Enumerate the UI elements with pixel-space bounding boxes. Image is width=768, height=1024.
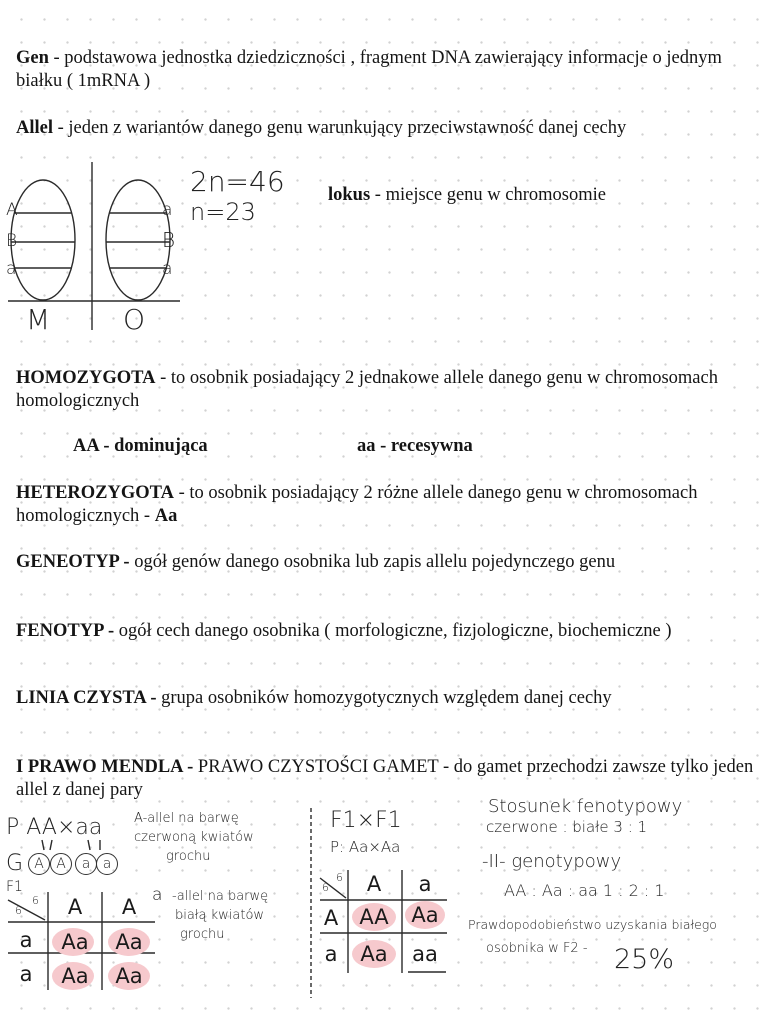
homozygote-dominant: AA - dominująca	[73, 436, 208, 456]
cross1-note-A-line2: czerwoną kwiatów	[134, 830, 254, 845]
definition-heterozygota	[16, 482, 756, 528]
cross2-title: F1×F1	[330, 808, 402, 833]
definition-homozygota	[16, 367, 756, 413]
cross2-corner-bottom: 6	[322, 881, 329, 894]
left-allel-1: A	[6, 200, 18, 220]
paternal-label: O	[123, 303, 146, 336]
genotype-ratio-title: -II- genotypowy	[482, 851, 622, 872]
term-genotyp: GENEOTYP -	[16, 552, 130, 572]
phenotype-ratio-title: Stosunek fenotypowy	[488, 796, 683, 817]
cross1-col-header-1: A	[67, 895, 83, 919]
term-fenotyp: FENOTYP -	[16, 621, 115, 641]
cross1-gametes-prefix: G	[6, 851, 24, 876]
definition-genotyp-text: ogół genów danego osobnika lub zapis allelu pojedynczego genu	[129, 552, 616, 572]
cross1-row-header-2: a	[19, 962, 33, 986]
cross1-note-a-line1: -allel na barwę	[172, 889, 269, 904]
chromosome-number-formula: 2n=46	[190, 165, 285, 198]
definition-gen-text: - podstawowa jednostka dziedziczności , fragment DNA zawierający informacje o jednym białku ( 1mRNA )	[16, 48, 722, 91]
cross1-note-a-prefix: a	[152, 885, 163, 905]
probability-line2: osobnika w F2 -	[486, 941, 588, 956]
definition-lokus-text: - miejsce genu w chromosomie	[370, 185, 606, 205]
cross2-corner-top: 6	[336, 871, 343, 884]
probability-value: 25%	[614, 944, 675, 975]
term-mendel-law: I PRAWO MENDLA -	[16, 757, 194, 777]
cross1-cell-1-1: Aa	[61, 930, 89, 954]
cross1-cell-2-2: Aa	[115, 964, 143, 988]
definition-linia-czysta	[16, 687, 756, 710]
cross1-col-header-2: A	[121, 895, 137, 919]
definition-gen	[16, 47, 756, 93]
cross2-cell-2-1: Aa	[360, 942, 388, 966]
heterozygote-symbol: Aa	[154, 506, 178, 526]
term-allel: Allel	[16, 118, 53, 138]
cross1-note-a-line2: białą kwiatów	[175, 908, 265, 923]
term-gen: Gen	[16, 48, 49, 68]
cross1-gamete-1: A	[28, 853, 50, 875]
term-homozygota: HOMOZYGOTA	[16, 368, 156, 388]
cross2-col-header-2: a	[418, 872, 432, 896]
cross1-row-header-1: a	[19, 928, 33, 952]
cross1-generation-label: F1	[6, 879, 23, 895]
genotype-ratio-value: AA : Aa : aa 1 : 2 : 1	[504, 881, 665, 900]
definition-lokus	[328, 184, 748, 207]
definition-genotyp	[16, 551, 756, 574]
cross1-corner-bottom: 6	[15, 904, 22, 917]
right-allel-2: B	[162, 228, 176, 252]
phenotype-ratio-value: czerwone : białe 3 : 1	[486, 818, 648, 836]
cross1-note-A-line3: grochu	[166, 849, 211, 864]
cross1-gamete-2: A	[50, 853, 72, 875]
definition-fenotyp	[16, 620, 756, 643]
definition-heterozygota-text: - to osobnik posiadający 2 różne allele danego genu w chromosomach homologicznych -	[16, 483, 698, 526]
cross2-cell-1-2: Aa	[411, 903, 439, 927]
definition-homozygota-text: - to osobnik posiadający 2 jednakowe allele danego genu w chromosomach homologicznych	[16, 368, 718, 411]
definition-mendel-law-text: PRAWO CZYSTOŚCI GAMET - do gamet przechodzi zawsze tylko jeden allel z danej pary	[16, 757, 754, 800]
cross1-parents: P AA×aa	[6, 815, 103, 840]
cross1-gamete-3: a	[75, 853, 97, 875]
cross2-cell-2-2: aa	[412, 942, 438, 966]
cross1-gamete-4: a	[96, 853, 118, 875]
definition-allel	[16, 117, 756, 140]
cross2-col-header-1: A	[366, 872, 382, 896]
cross2-parents: P: Aa×Aa	[330, 838, 401, 856]
cross1-note-A-line1: A-allel na barwę	[134, 811, 239, 826]
maternal-label: M	[26, 303, 51, 336]
haploid-number-formula: n=23	[190, 198, 256, 226]
definition-linia-czysta-text: grupa osobników homozygotycznych względem danej cechy	[156, 688, 612, 708]
cross2-row-header-1: A	[323, 906, 339, 930]
cross1-cell-2-1: Aa	[61, 964, 89, 988]
left-allel-3: a	[6, 259, 17, 279]
probability-line1: Prawdopodobieństwo uzyskania białego	[468, 917, 717, 932]
definition-fenotyp-text: ogół cech danego osobnika ( morfologiczne, fizjologiczne, biochemiczne )	[114, 621, 672, 641]
right-allel-3: a	[162, 259, 173, 279]
cross2-row-header-2: a	[324, 942, 338, 966]
cross1-corner-top: 6	[32, 894, 39, 907]
term-lokus: lokus	[328, 185, 371, 205]
term-heterozygota: HETEROZYGOTA	[16, 483, 174, 503]
cross1-cell-1-2: Aa	[115, 930, 143, 954]
term-linia-czysta: LINIA CZYSTA -	[16, 688, 157, 708]
left-allel-2: B	[6, 231, 18, 251]
cross2-cell-1-1: AA	[359, 905, 389, 929]
cross1-note-a-line3: grochu	[180, 927, 225, 942]
right-allel-1: a	[162, 200, 173, 220]
cross1-gamete-arrows	[30, 838, 120, 854]
definition-allel-text: - jeden z wariantów danego genu warunkujący przeciwstawność danej cechy	[53, 118, 627, 138]
homozygote-recessive: aa - recesywna	[357, 436, 473, 456]
